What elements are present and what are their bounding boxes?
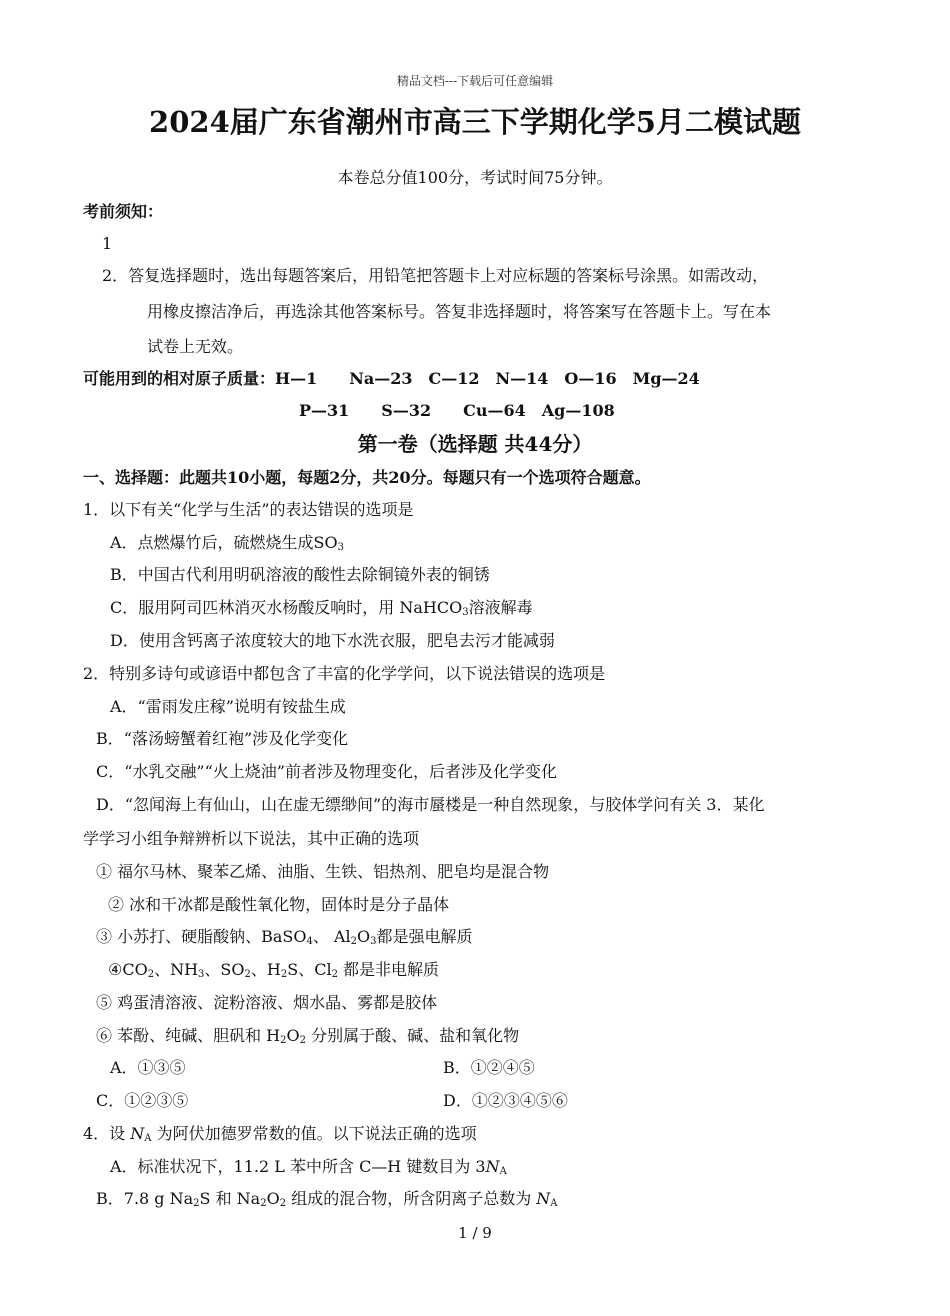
- q2-option-a: A．“雷雨发庄稼”说明有铵盐生成: [110, 697, 346, 716]
- q1-option-c: C．服用阿司匹林消灭水杨酸反响时，用 NaHCO$_3$溶液解毒: [110, 598, 533, 618]
- notice-item-2-line-3: 试卷上无效。: [147, 337, 244, 356]
- section-title: 第一卷（选择题 共44分）: [357, 432, 593, 456]
- q3-statement-2: ② 冰和干冰都是酸性氧化物，固体时是分子晶体: [108, 895, 450, 914]
- q3-statement-1: ① 福尔马林、聚苯乙烯、油脂、生铁、铝热剂、肥皂均是混合物: [96, 862, 550, 881]
- q4-stem: 4．设 $N_A$ 为阿伏加德罗常数的值。以下说法正确的选项: [83, 1124, 477, 1144]
- q4-option-a: A．标准状况下，11.2 L 苯中所含 C—H 键数目为 $3N_A$: [110, 1157, 507, 1177]
- q1-option-d: D．使用含钙离子浓度较大的地下水洗衣服，肥皂去污才能减弱: [110, 631, 555, 650]
- q3-statement-4: $④CO_2$、$NH_3$、$SO_2$、$H_2S$、$Cl_2$ 都是非电解质: [108, 960, 440, 980]
- notice-heading: 考前须知：: [83, 202, 164, 221]
- q3-statement-6: ⑥ 苯酚、纯碱、胆矾和 $H_2O_2$ 分别属于酸、碱、盐和氧化物: [96, 1026, 520, 1046]
- atomic-masses-line-2: P—31 S—32 Cu—64 Ag—108: [299, 401, 615, 420]
- q1-stem: 1．以下有关“化学与生活”的表达错误的选项是: [83, 500, 414, 519]
- page-title: 2024届广东省潮州市高三下学期化学5月二模试题: [149, 105, 801, 139]
- q3-stem-continued: 学学习小组争辩辨析以下说法，其中正确的选项: [83, 829, 420, 848]
- q3-option-a: A．①③⑤: [110, 1058, 186, 1077]
- page-number: 1 / 9: [458, 1224, 492, 1242]
- q2-stem: 2．特别多诗句或谚语中都包含了丰富的化学学问，以下说法错误的选项是: [83, 664, 606, 683]
- notice-item-2-line-1: 2．答复选择题时，选出每题答案后，用铅笔把答题卡上对应标题的答案标号涂黑。如需改动，: [102, 266, 769, 285]
- q3-option-c: C．①②③⑤: [96, 1091, 189, 1110]
- header-note: 精品文档---下载后可任意编辑: [396, 74, 554, 88]
- q2-option-b: B．“落汤螃蟹着红袍”涉及化学变化: [96, 729, 349, 748]
- q1-option-a: A．点燃爆竹后，硫燃烧生成$SO_3$: [110, 533, 345, 553]
- notice-item-1: 1: [102, 234, 113, 253]
- q3-statement-3: ③ 小苏打、硬脂酸钠、BaSO$_4$、 $Al_2O_3$都是强电解质: [96, 927, 473, 947]
- exam-info: 本卷总分值100分，考试时间75分钟。: [337, 168, 613, 187]
- q3-option-b: B．①②④⑤: [443, 1058, 535, 1077]
- q1-option-b: B．中国古代利用明矾溶液的酸性去除铜镜外表的铜锈: [110, 565, 490, 584]
- q2-option-c: C．“水乳交融”“火上烧油”前者涉及物理变化，后者涉及化学变化: [96, 762, 557, 781]
- q3-statement-5: ⑤ 鸡蛋清溶液、淀粉溶液、烟水晶、雾都是胶体: [96, 993, 438, 1012]
- q4-option-b: B．7.8 g $Na_2S$ 和 $Na_2O_2$ 组成的混合物，所含阴离子总数为 $N_A$: [96, 1189, 558, 1209]
- atomic-masses-line-1: 可能用到的相对原子质量：H—1 Na—23 C—12 N—14 O—16 Mg—24: [83, 369, 700, 388]
- part1-heading: 一、选择题：此题共10小题，每题2分，共20分。每题只有一个选项符合题意。: [83, 468, 651, 487]
- q2-option-d: D．“忽闻海上有仙山，山在虚无缥缈间”的海市蜃楼是一种自然现象，与胶体学问有关 3．某化: [96, 795, 765, 814]
- q3-option-d: D．①②③④⑤⑥: [443, 1091, 568, 1110]
- notice-item-2-line-2: 用橡皮擦洁净后，再选涂其他答案标号。答复非选择题时，将答案写在答题卡上。写在本: [147, 302, 772, 321]
